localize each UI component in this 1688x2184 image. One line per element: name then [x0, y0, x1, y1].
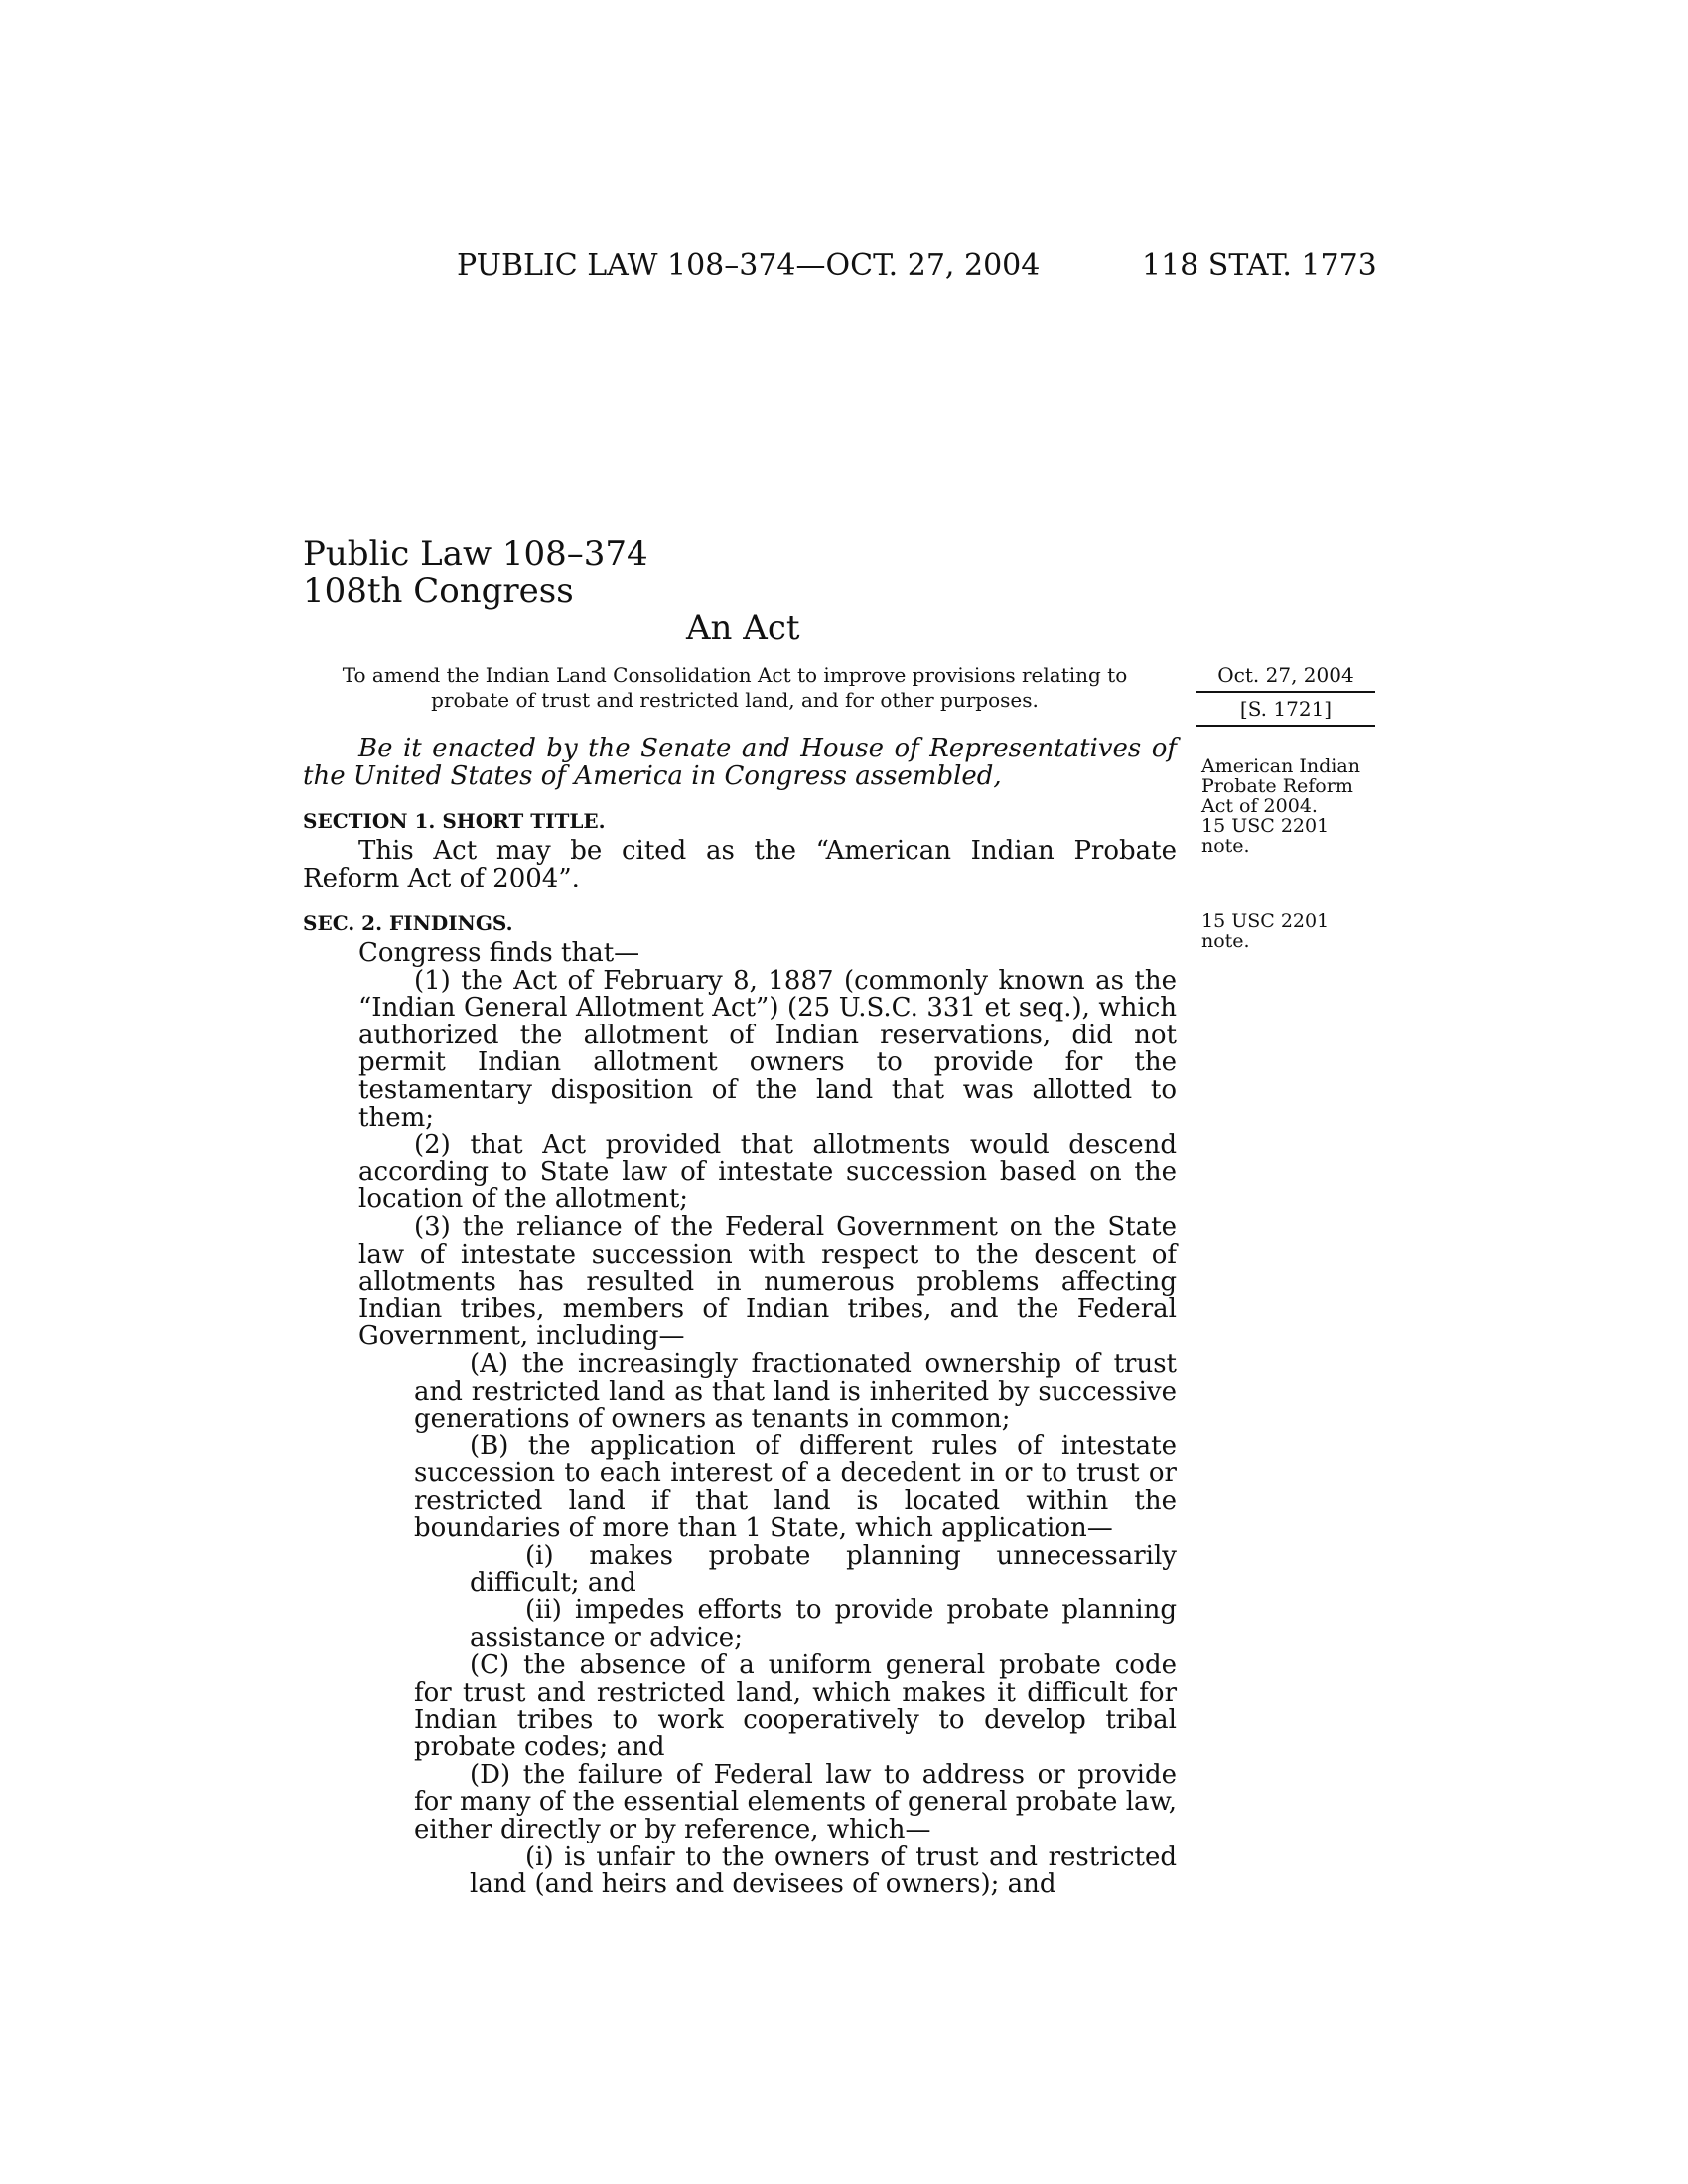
margin-note-line: 15 USC 2201 — [1201, 910, 1330, 932]
bill-number: [S. 1721] — [1196, 693, 1375, 727]
finding-clause: (i) makes probate planning unnecessarily difficult; and — [470, 1541, 1177, 1598]
act-title: An Act — [686, 609, 800, 648]
margin-date-box — [1196, 663, 1375, 727]
findings-intro: Congress finds that— — [358, 938, 640, 968]
findings-body — [303, 940, 1177, 1899]
finding-clause: (ii) impedes efforts to provide probate planning assistance or advice; — [470, 1595, 1177, 1653]
section-2-heading: SEC. 2. FINDINGS. — [303, 911, 513, 935]
section-1-heading: SECTION 1. SHORT TITLE. — [303, 809, 606, 833]
finding-paragraph: (2) that Act provided that allotments would descend according to State law of intestate succession based on the location of the allotment; — [358, 1130, 1177, 1215]
finding-subparagraph: (A) the increasingly fractionated ownership of trust and restricted land as that land is inherited by successive generations of owners as tenants in common; — [414, 1348, 1177, 1434]
enactment-date: Oct. 27, 2004 — [1196, 663, 1375, 693]
enacting-clause: Be it enacted by the Senate and House of Representatives of the United States of America in Congress assembled, — [303, 734, 1177, 791]
finding-paragraph: (1) the Act of February 8, 1887 (commonly known as the “Indian General Allotment Act”) (25 U.S.C. 331 et seq.), which authorized the allotment of Indian reservations, did not permit Indian allotment owners to provide for the testamentary disposition of the land that was allotted to them; — [358, 965, 1177, 1133]
margin-note-line: note. — [1201, 930, 1250, 952]
purpose-line: probate of trust and restricted land, and for other purposes. — [431, 688, 1039, 712]
margin-note-line: 15 USC 2201 — [1201, 815, 1330, 837]
congress-number: 108th Congress — [303, 571, 574, 611]
finding-subparagraph: (D) the failure of Federal law to address or provide for many of the essential elements of general probate law, either directly or by reference, which— — [414, 1759, 1177, 1844]
finding-subparagraph: (B) the application of different rules of intestate succession to each interest of a decedent in or to trust or restricted land if that land is located within the boundaries of more than 1 State, which application— — [414, 1431, 1177, 1544]
margin-note-findings — [1201, 911, 1400, 951]
margin-note-line: American Indian — [1201, 755, 1360, 777]
public-law-number: Public Law 108–374 — [303, 534, 648, 574]
finding-subparagraph: (C) the absence of a uniform general probate code for trust and restricted land, which makes it difficult for Indian tribes to work cooperatively to develop tribal probate codes; and — [414, 1650, 1177, 1763]
margin-note-line: Probate Reform — [1201, 775, 1353, 797]
section-1-text: This Act may be cited as the “American Indian Probate Reform Act of 2004”. — [303, 836, 1177, 893]
margin-note-line: note. — [1201, 835, 1250, 857]
purpose-line: To amend the Indian Land Consolidation Act to improve provisions relating to — [342, 663, 1128, 687]
margin-note-short-title — [1201, 756, 1400, 856]
running-header-citation: PUBLIC LAW 108–374—OCT. 27, 2004 — [457, 248, 1041, 283]
purpose-statement — [328, 663, 1142, 713]
margin-note-line: Act of 2004. — [1201, 795, 1318, 817]
running-header-page-number: 118 STAT. 1773 — [1142, 248, 1377, 283]
finding-paragraph: (3) the reliance of the Federal Government on the State law of intestate succession with respect to the descent of allotments has resulted in numerous problems affecting Indian tribes, members of Indian tribes, and the Federal Government, including— — [358, 1211, 1177, 1352]
finding-clause: (i) is unfair to the owners of trust and restricted land (and heirs and devisees of owners); and — [470, 1842, 1177, 1900]
